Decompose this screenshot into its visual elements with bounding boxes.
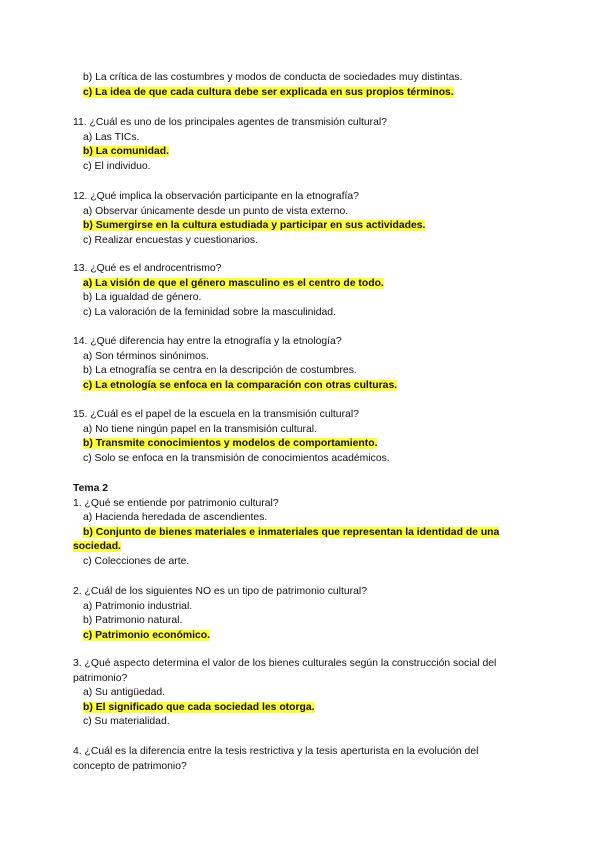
question-11 [73, 116, 533, 174]
q12-option-b-correct [83, 219, 533, 234]
t2-q3-text-line1: 3. ¿Qué aspecto determina el valor de los bienes culturales según la construcción social del [73, 658, 497, 669]
t2-q3-option-b-correct [83, 701, 543, 716]
q12-text: 12. ¿Qué implica la observación participante en la etnografía? [73, 191, 359, 202]
q13-answer-highlight: a) La visión de que el género masculino es el centro de todo. [83, 277, 384, 289]
tema2-question-2 [73, 585, 533, 643]
section-heading: Tema 2 [73, 483, 109, 494]
tema2-section [73, 482, 533, 569]
q15-answer-highlight: b) Transmite conocimientos y modelos de comportamiento. [83, 438, 378, 449]
t2-q3-option-a: a) Su antigüedad. [83, 687, 166, 698]
t2-q1-option-a: a) Hacienda heredada de ascendientes. [83, 512, 268, 523]
q10-option-b: b) La crítica de las costumbres y modos de conducta de sociedades muy distintas. [83, 72, 463, 83]
t2-q1-option-b-continuation [73, 540, 533, 555]
t2-q3-answer-highlight: b) El significado que cada sociedad les otorga. [83, 701, 315, 713]
q14-option-c-correct [83, 379, 533, 394]
t2-q2-answer-highlight: c) Patrimonio económico. [83, 629, 211, 641]
q14-option-b: b) La etnografía se centra en la descripción de costumbres. [83, 365, 357, 376]
q11-option-c: c) El individuo. [83, 160, 151, 172]
q12-option-a: a) Observar únicamente desde un punto de vista externo. [83, 205, 349, 217]
question-12 [73, 190, 533, 248]
q10-answer-highlight: c) La idea de que cada cultura debe ser explicada en sus propios términos. [83, 86, 454, 98]
t2-q4-text-line1: 4. ¿Cuál es la diferencia entre la tesis restrictiva y la tesis aperturista en la evolución del [73, 746, 479, 757]
q13-option-c: c) La valoración de la feminidad sobre la masculinidad. [83, 306, 336, 318]
t2-q1-text: 1. ¿Qué se entiende por patrimonio cultural? [73, 497, 279, 509]
q15-option-c: c) Solo se enfoca en la transmisión de conocimientos académicos. [83, 452, 390, 464]
q12-answer-highlight: b) Sumergirse en la cultura estudiada y participar en sus actividades. [83, 220, 426, 231]
t2-q2-text: 2. ¿Cuál de los siguientes NO es un tipo de patrimonio cultural? [73, 586, 367, 597]
q15-text: 15. ¿Cuál es el papel de la escuela en la transmisión cultural? [73, 409, 359, 420]
tema2-question-3 [73, 657, 543, 730]
t2-q2-option-a: a) Patrimonio industrial. [83, 600, 193, 612]
t2-q2-option-c-correct [83, 629, 533, 644]
q11-answer-highlight: b) La comunidad. [83, 146, 170, 157]
question-10-tail [73, 71, 533, 100]
t2-q1-option-b-correct [83, 526, 533, 541]
t2-q1-answer-highlight-cont: sociedad. [73, 541, 121, 552]
q15-option-a: a) No tiene ningún papel en la transmisión cultural. [83, 423, 317, 435]
q14-option-a: a) Son términos sinónimos. [83, 350, 209, 362]
q11-option-a: a) Las TICs. [83, 131, 140, 143]
q10-option-c-correct [83, 86, 533, 101]
t2-q3-text-line2: patrimonio? [73, 672, 128, 684]
t2-q1-option-c: c) Colecciones de arte. [83, 555, 190, 567]
q11-option-b-correct [83, 145, 533, 160]
question-15 [73, 408, 533, 466]
question-14 [73, 335, 533, 393]
t2-q1-answer-highlight: b) Conjunto de bienes materiales e inmateriales que representan la identidad de una [83, 526, 500, 538]
t2-q4-text-line2: concepto de patrimonio? [73, 760, 187, 772]
t2-q3-option-c: c) Su materialidad. [83, 716, 170, 727]
q12-option-c: c) Realizar encuestas y cuestionarios. [83, 234, 258, 246]
q15-option-b-correct [83, 437, 533, 452]
q14-text: 14. ¿Qué diferencia hay entre la etnografía y la etnología? [73, 336, 342, 347]
q13-option-a-correct [83, 277, 533, 292]
q13-text: 13. ¿Qué es el androcentrismo? [73, 263, 222, 274]
q14-answer-highlight: c) La etnología se enfoca en la comparación con otras culturas. [83, 379, 398, 391]
q11-text: 11. ¿Cuál es uno de los principales agentes de transmisión cultural? [73, 117, 388, 128]
t2-q2-option-b: b) Patrimonio natural. [83, 615, 183, 626]
question-13 [73, 262, 533, 320]
tema2-question-4 [73, 745, 543, 774]
q13-option-b: b) La igualdad de género. [83, 292, 202, 303]
